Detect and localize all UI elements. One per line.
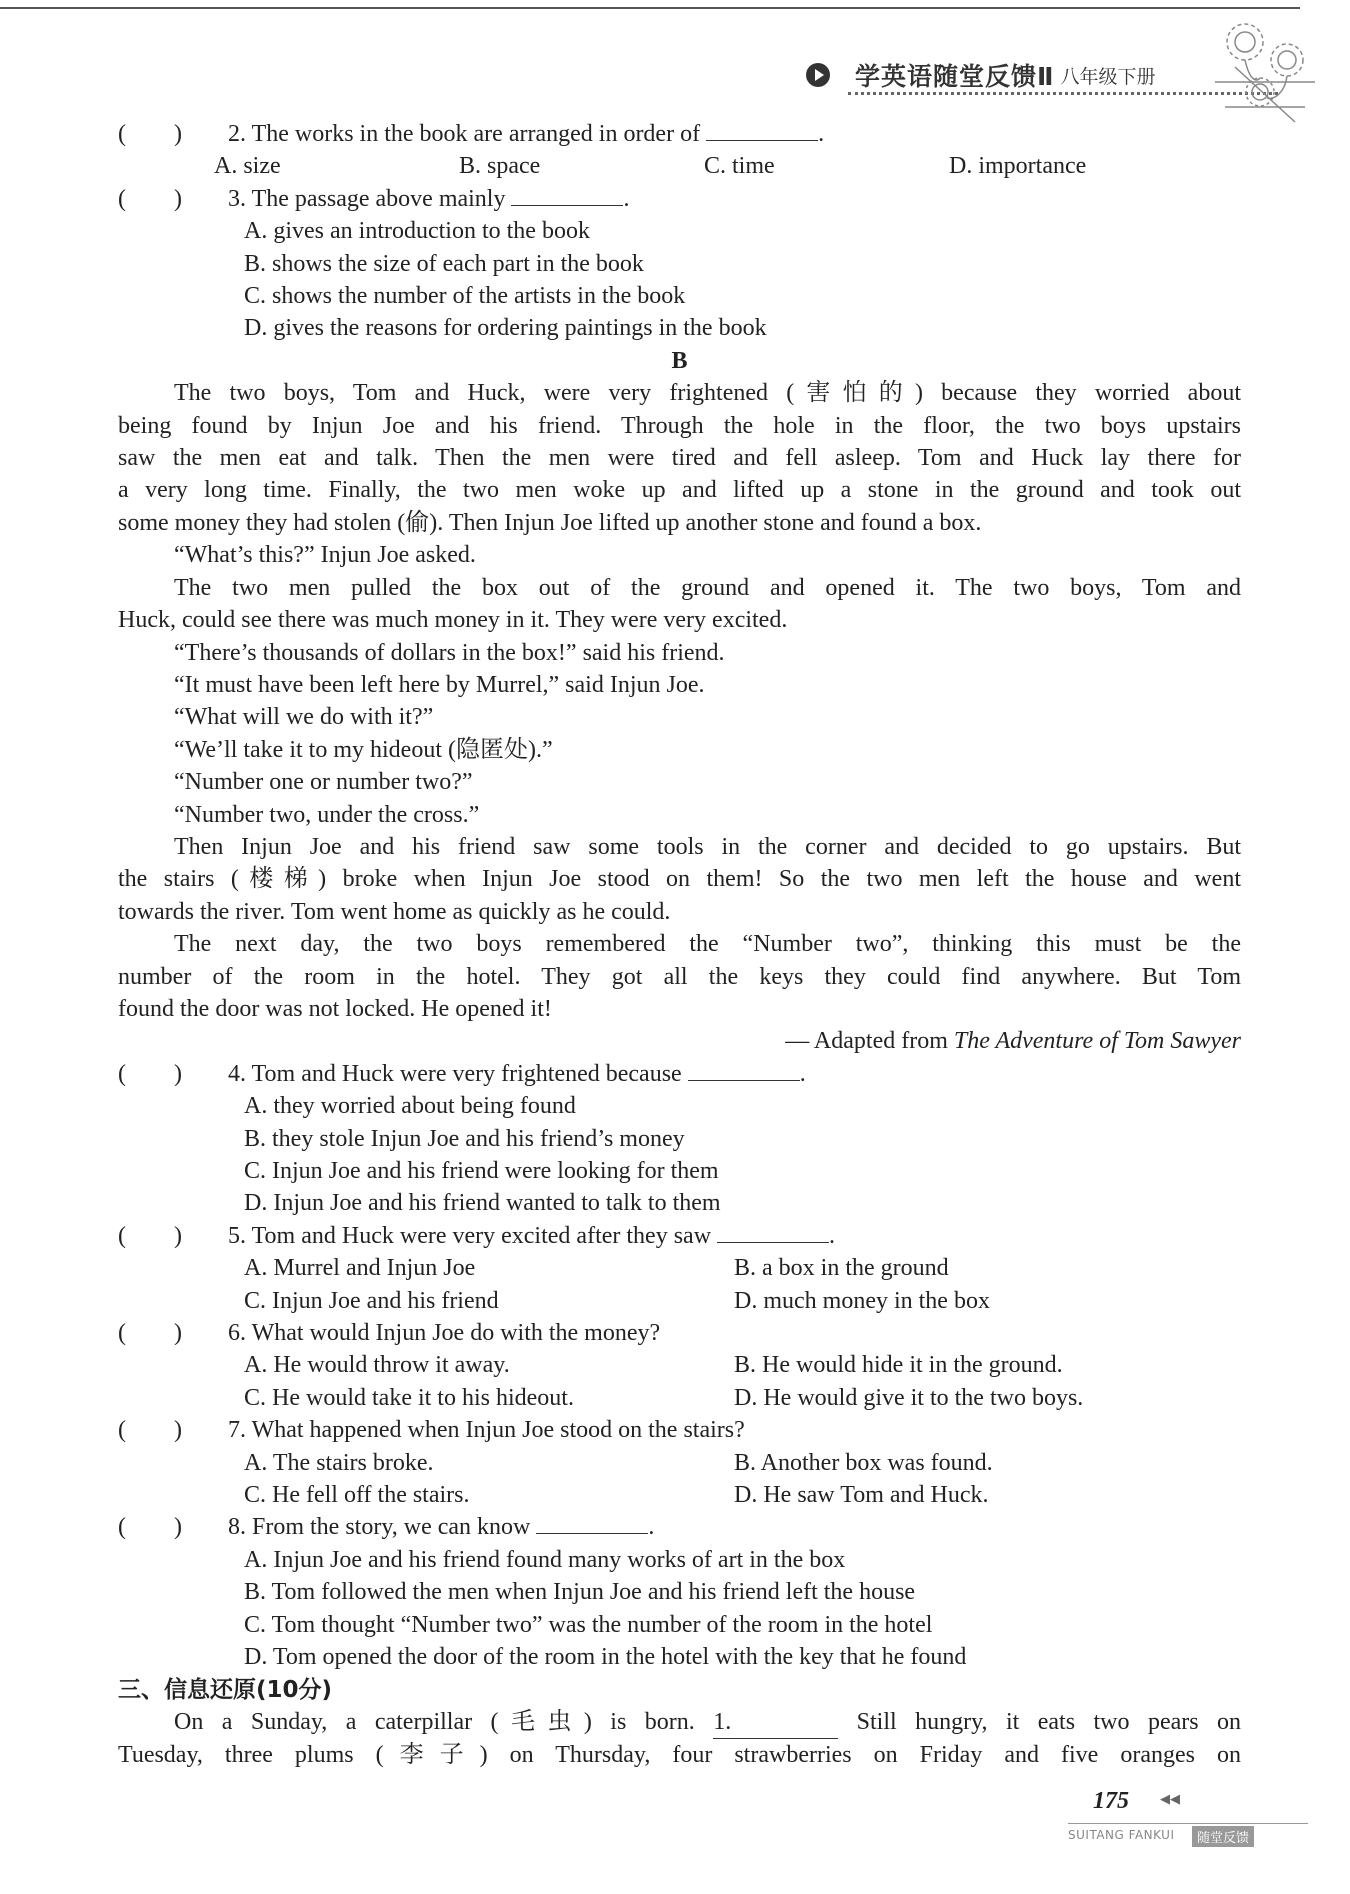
- question-end: .: [818, 121, 825, 147]
- question-end: .: [799, 1060, 806, 1087]
- passage-line: Then Injun Joe and his friend saw some tools in the corner and decided to go upstairs. But: [174, 833, 1241, 860]
- answer-bracket[interactable]: ( ): [118, 121, 182, 147]
- option-a[interactable]: A. The stairs broke.: [244, 1449, 434, 1476]
- question-text: 8. From the story, we can know: [228, 1514, 531, 1541]
- option-c[interactable]: C. Injun Joe and his friend were looking for them: [244, 1158, 719, 1184]
- passage-line: number of the room in the hotel. They got all the keys they could find anywhere. But Tom: [118, 963, 1241, 990]
- passage-line: saw the men eat and talk. Then the men were tired and fell asleep. Tom and Huck lay there for: [118, 445, 1241, 472]
- option-b[interactable]: B. Tom followed the men when Injun Joe and his friend left the house: [244, 1579, 916, 1606]
- question-end: .: [623, 185, 630, 212]
- option-d[interactable]: D. Injun Joe and his friend wanted to talk to them: [244, 1190, 721, 1217]
- question-7-options-row2: [118, 1479, 1241, 1511]
- option-d[interactable]: D. He saw Tom and Huck.: [734, 1482, 989, 1509]
- passage-label: B: [671, 347, 688, 374]
- passage-line: The next day, the two boys remembered the “Number two”, thinking this must be the: [174, 931, 1241, 958]
- section-heading: 三、信息还原(10分): [118, 1676, 333, 1703]
- question-text: 4. Tom and Huck were very frightened because: [228, 1060, 682, 1087]
- option-a[interactable]: A. size: [214, 153, 281, 180]
- question-text: 3. The passage above mainly: [228, 185, 506, 212]
- option-b[interactable]: B. they stole Injun Joe and his friend’s money: [244, 1125, 685, 1152]
- section-3-text: Still hungry, it eats two pears on: [856, 1708, 1242, 1735]
- option-b[interactable]: B. shows the size of each part in the book: [244, 250, 644, 277]
- option-b[interactable]: B. Another box was found.: [734, 1449, 993, 1476]
- question-text: 6. What would Injun Joe do with the money?: [228, 1320, 661, 1347]
- option-d[interactable]: D. importance: [949, 153, 1087, 180]
- question-6: [118, 1317, 1241, 1349]
- answer-blank: [511, 183, 623, 206]
- passage-line: “Number one or number two?”: [174, 769, 473, 796]
- question-8: [118, 1511, 1241, 1543]
- footer-tag: 随堂反馈: [1192, 1826, 1254, 1847]
- question-text: 7. What happened when Injun Joe stood on the stairs?: [228, 1417, 745, 1444]
- option-c[interactable]: C. shows the number of the artists in the book: [244, 283, 686, 310]
- footer-brand: SUITANG FANKUI: [1068, 1828, 1175, 1842]
- page-number: 175: [1093, 1788, 1129, 1814]
- arrows-icon: ◀◀: [1160, 1792, 1180, 1807]
- passage-line: found the door was not locked. He opened it!: [118, 995, 552, 1022]
- top-rule: [0, 7, 1300, 9]
- question-5-options-row1: [118, 1252, 1241, 1284]
- option-c[interactable]: C. time: [704, 153, 775, 180]
- answer-bracket[interactable]: ( ): [118, 1417, 182, 1444]
- page-content: [118, 118, 1241, 1772]
- passage-line: The two boys, Tom and Huck, were very frightened (害怕的) because they worried about: [174, 380, 1241, 407]
- answer-bracket[interactable]: ( ): [118, 1222, 182, 1249]
- option-c[interactable]: C. Injun Joe and his friend: [244, 1287, 499, 1314]
- question-5: [118, 1220, 1241, 1252]
- answer-bracket[interactable]: ( ): [118, 1320, 182, 1347]
- flower-decoration-icon: [1205, 12, 1325, 132]
- play-icon: [805, 62, 831, 88]
- book-subtitle: 八年级下册: [1060, 65, 1156, 88]
- question-text: 5. Tom and Huck were very excited after they saw: [228, 1222, 712, 1249]
- option-b[interactable]: B. He would hide it in the ground.: [734, 1352, 1063, 1379]
- question-2: [118, 118, 1241, 150]
- passage-line: “We’ll take it to my hideout (隐匿处).”: [174, 736, 553, 763]
- question-end: .: [648, 1514, 655, 1541]
- passage-source: [118, 1025, 1241, 1057]
- option-d[interactable]: D. gives the reasons for ordering paintings in the book: [244, 315, 767, 342]
- option-b[interactable]: B. a box in the ground: [734, 1255, 949, 1282]
- answer-blank-1[interactable]: 1.: [713, 1706, 838, 1739]
- passage-line: “There’s thousands of dollars in the box!” said his friend.: [174, 639, 725, 666]
- answer-bracket[interactable]: ( ): [118, 185, 182, 212]
- answer-blank: [536, 1511, 648, 1534]
- option-a[interactable]: A. He would throw it away.: [244, 1352, 510, 1379]
- passage-line: being found by Injun Joe and his friend. Through the hole in the floor, the two boys upstairs: [118, 412, 1241, 439]
- passage-line: “It must have been left here by Murrel,” said Injun Joe.: [174, 671, 705, 698]
- option-d[interactable]: D. Tom opened the door of the room in the hotel with the key that he found: [244, 1644, 967, 1671]
- option-c[interactable]: C. He would take it to his hideout.: [244, 1384, 574, 1411]
- book-title: 学英语随堂反馈Ⅱ: [855, 62, 1055, 91]
- option-c[interactable]: C. He fell off the stairs.: [244, 1482, 470, 1509]
- passage-line: a very long time. Finally, the two men woke up and lifted up a stone in the ground and took out: [118, 477, 1241, 504]
- question-5-options-row2: [118, 1285, 1241, 1317]
- option-c[interactable]: C. Tom thought “Number two” was the number of the room in the hotel: [244, 1611, 933, 1638]
- question-6-options-row1: [118, 1349, 1241, 1381]
- answer-bracket[interactable]: ( ): [118, 1514, 182, 1541]
- option-a[interactable]: A. they worried about being found: [244, 1093, 576, 1120]
- passage-line: the stairs (楼梯) broke when Injun Joe stood on them! So the two men left the house and went: [118, 866, 1241, 893]
- passage-line: towards the river. Tom went home as quickly as he could.: [118, 898, 671, 925]
- passage-line: “What will we do with it?”: [174, 704, 434, 731]
- question-7: [118, 1414, 1241, 1446]
- option-d[interactable]: D. He would give it to the two boys.: [734, 1384, 1084, 1411]
- question-end: .: [829, 1222, 836, 1249]
- question-7-options-row1: [118, 1447, 1241, 1479]
- passage-line: “Number two, under the cross.”: [174, 801, 480, 828]
- source-prefix: — Adapted from: [785, 1028, 954, 1055]
- question-2-options: [118, 150, 1241, 182]
- passage-line: “What’s this?” Injun Joe asked.: [174, 542, 476, 569]
- page-header: [805, 55, 1155, 95]
- passage-line: The two men pulled the box out of the ground and opened it. The two boys, Tom and: [174, 574, 1241, 601]
- question-3: [118, 183, 1241, 215]
- answer-blank: [706, 118, 818, 141]
- question-6-options-row2: [118, 1382, 1241, 1414]
- passage-line: Huck, could see there was much money in it. They were very excited.: [118, 607, 788, 634]
- source-title: The Adventure of Tom Sawyer: [953, 1028, 1241, 1055]
- option-b[interactable]: B. space: [459, 153, 541, 180]
- question-text: 2. The works in the book are arranged in order of: [228, 121, 701, 147]
- option-a[interactable]: A. Injun Joe and his friend found many works of art in the box: [244, 1546, 846, 1573]
- answer-bracket[interactable]: ( ): [118, 1060, 182, 1087]
- answer-blank: [717, 1220, 829, 1243]
- option-a[interactable]: A. Murrel and Injun Joe: [244, 1255, 476, 1282]
- section-3-line-2: Tuesday, three plums (李子) on Thursday, four strawberries on Friday and five oranges on: [118, 1742, 1241, 1769]
- section-3-text: On a Sunday, a caterpillar (毛虫) is born.: [174, 1708, 695, 1735]
- footer-rule: [1068, 1823, 1308, 1824]
- question-4: [118, 1058, 1241, 1090]
- passage-line: some money they had stolen (偷). Then Injun Joe lifted up another stone and found a box.: [118, 509, 982, 536]
- section-3-line-1: [118, 1706, 1241, 1739]
- option-d[interactable]: D. much money in the box: [734, 1287, 990, 1314]
- answer-blank: [688, 1058, 800, 1081]
- option-a[interactable]: A. gives an introduction to the book: [244, 218, 590, 245]
